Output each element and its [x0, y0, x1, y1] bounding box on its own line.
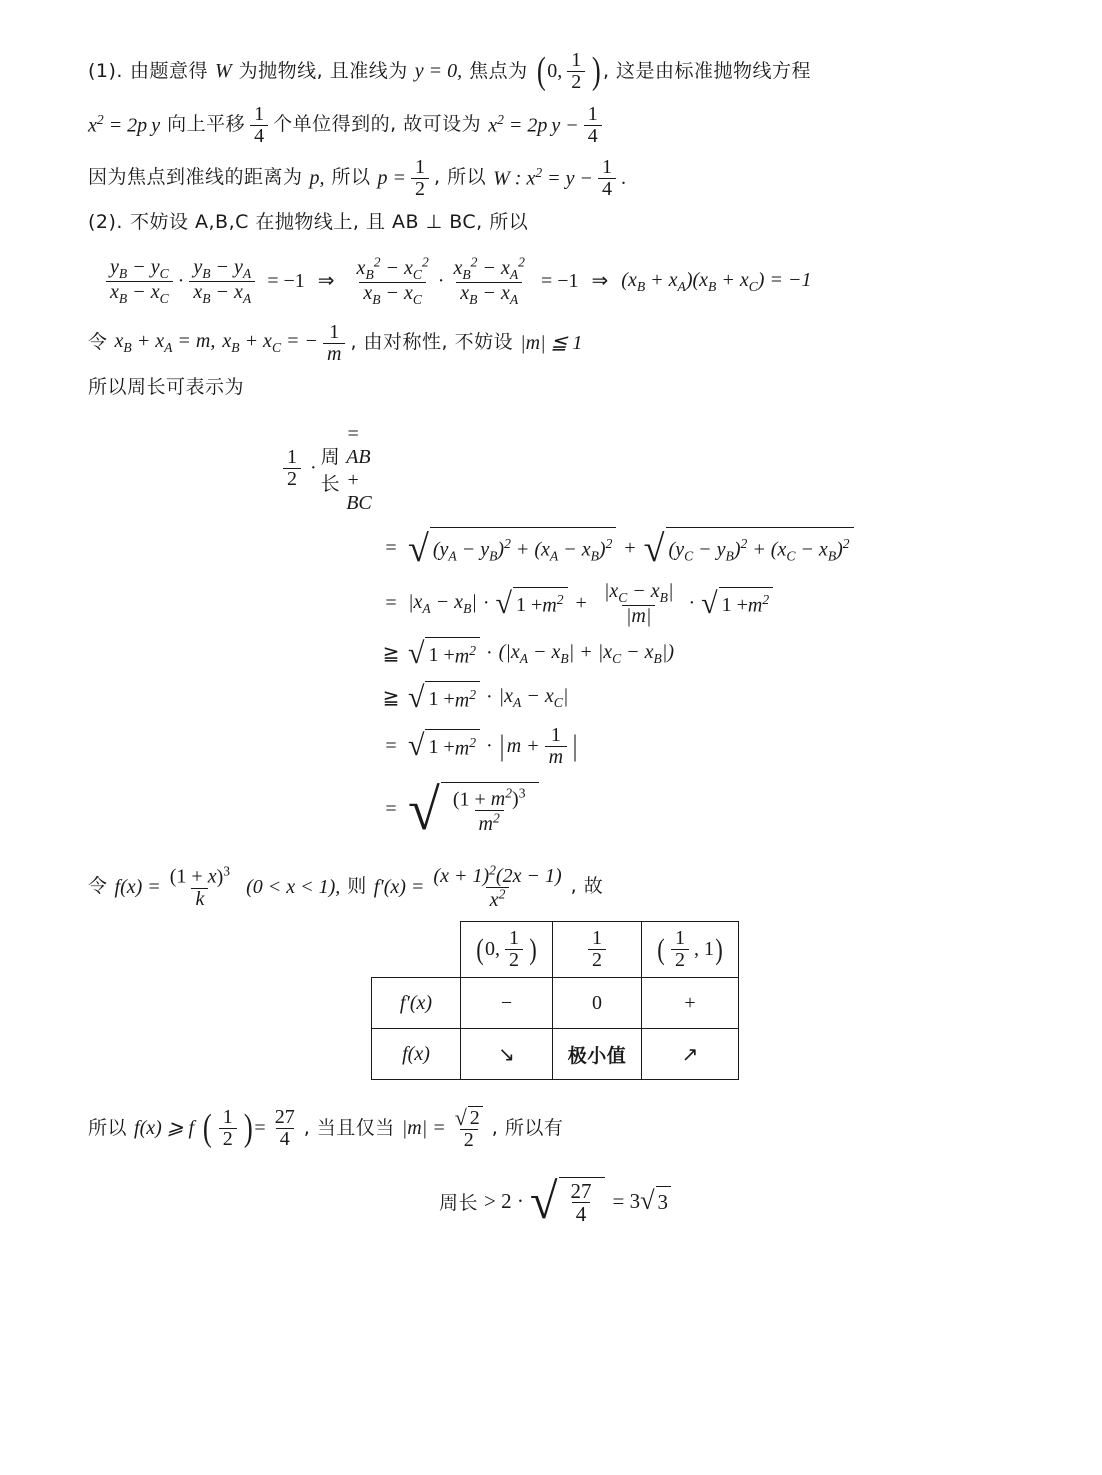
frac-cube-over-m2: $\frac{(1 + m^2)^3}{m^2}$	[452, 785, 526, 836]
w-period: .	[621, 166, 626, 189]
f-prime-value-3: +	[642, 978, 739, 1029]
perimeter-intro: 所以周长可表示为	[88, 375, 245, 398]
part1-line1	[88, 50, 1022, 94]
table-corner-cell	[372, 922, 461, 978]
sqrt-27-4: √ $\frac{27}{4}$	[530, 1177, 605, 1225]
point-cell: $\frac{1}{2}$	[553, 922, 642, 978]
sqrt-1-plus-m2-a: √ 1 + $m^2$	[496, 587, 568, 621]
table-row	[372, 922, 739, 978]
therefore-text: , 故	[570, 875, 604, 898]
f-prime-value-2: 0	[553, 978, 642, 1029]
standard-parabola-eq: $x^2 = 2p$ y	[88, 112, 161, 138]
product-result: $(x_B + x_A)(x_B + x_C) = -1$	[621, 268, 812, 294]
frac-yb-ya: $\frac{y_B - y_A}{x_B - x_A}$	[189, 257, 255, 307]
sqrt2-over-2: √ 2 2	[451, 1106, 487, 1151]
perimeter-derivation	[278, 422, 1022, 842]
part2-text: 不妨设 A,B,C 在抛物线上, 且 AB ⊥ BC, 所以	[129, 210, 529, 233]
derivation-row-1: = √ $(y_A - y_B)^2 + (x_A - x_B)^2$ + √ $(y_C - y_B)^2 + (x_C - x_B)^2$	[278, 527, 1022, 571]
dot-2: ·	[437, 270, 445, 293]
conclusion-line	[88, 1106, 1022, 1151]
sqrt-final-expression: √ $\frac{(1 + m^2)^3}{m^2}$	[408, 782, 539, 837]
distance-text-a: 因为焦点到准线的距离为	[88, 166, 303, 189]
sqrt-3: √ 3	[640, 1186, 671, 1216]
part1-text-b: 为抛物线, 且准线为	[238, 59, 408, 82]
frac-abs-over-absm: $\frac{|x_C - x_B|}{|m|}$	[603, 579, 674, 627]
w-fraction: $\frac{1}{4}$	[598, 157, 616, 200]
focus-y-fraction: $\frac{1}{2}$	[567, 50, 585, 93]
let-text-2: 令	[88, 875, 108, 898]
sqrt-1-plus-m2-d: √ 1 + $m^2$	[408, 681, 480, 715]
focus-paren-open: (	[536, 50, 546, 92]
abs-m-equals: |m| =	[401, 1117, 446, 1140]
half-fraction: $\frac{1}{2}$	[283, 447, 301, 490]
equals-neg-one-1: = −1	[267, 270, 305, 293]
f-value-1: ↘	[461, 1029, 553, 1080]
one-over-m: $\frac{1}{m}$	[323, 322, 345, 365]
conclusion-text-a: 所以	[88, 1116, 128, 1139]
function-definition-line	[88, 863, 1022, 911]
derivation-row-3: ≧ √ 1 + $m^2$ · $(|x_A - x_B| + |x_C - x_B|)$	[382, 636, 675, 670]
frac-xb2-xc2: $\frac{x_B^2 - x_C^2}{x_B - x_C}$	[356, 254, 429, 308]
part1-text-a: 由题意得	[129, 59, 208, 82]
domain-text: (0 < x < 1),	[246, 875, 341, 898]
symmetry-text: , 由对称性, 不妨设	[350, 331, 514, 354]
f-prime-of-x: f′(x) =	[373, 875, 425, 898]
focus-paren-close: )	[592, 50, 602, 92]
abs-xa-xb: $|x_A - x_B|$	[408, 590, 477, 616]
equals-neg-one-2: = −1	[540, 270, 579, 293]
so-text: , 所以有	[491, 1116, 564, 1139]
dot-1: ·	[177, 270, 185, 293]
table-row	[372, 1029, 739, 1080]
derivation-row-6: = √ $\frac{(1 + m^2)^3}{m^2}$	[278, 782, 1022, 837]
part1-label: (1).	[88, 59, 123, 82]
focus-x: 0,	[547, 60, 563, 83]
distance-text-b: 所以	[331, 166, 371, 189]
implies-2: ⇒	[591, 270, 609, 293]
table-row	[372, 978, 739, 1029]
p-equals: p =	[377, 166, 407, 189]
f-ge-f: f(x) ⩾ f	[134, 1117, 195, 1140]
slope-chain	[88, 256, 1022, 308]
part1-text-d: , 这是由标准抛物线方程	[602, 59, 812, 82]
w-equation: W : $x^2 = y$ −	[493, 165, 593, 191]
sqrt-1-plus-m2-e: √ 1 + $m^2$	[408, 729, 480, 763]
arg-paren-close: )	[243, 1106, 253, 1149]
f-value-2: 极小值	[553, 1029, 642, 1080]
sqrt-1-plus-m2-b: √ 1 + $m^2$	[701, 587, 773, 621]
derivation-row-2: = $|x_A - x_B|$ · √ 1 + $m^2$ + $\frac{|x_C - x_B|}{|m|}$ · √ 1 + $m^2$	[278, 581, 1022, 627]
arg-half-fraction: $\frac{1}{2}$	[219, 1107, 237, 1150]
part1-text-c: 焦点为	[469, 59, 528, 82]
sqrt-1-plus-m2-c: √ 1 + $m^2$	[408, 637, 480, 671]
part2-label: (2).	[88, 210, 123, 233]
p-value-fraction: $\frac{1}{2}$	[411, 157, 429, 200]
shift-text-b: 个单位得到的, 故可设为	[273, 113, 482, 136]
m-definition: $x_B + x_A = m$,	[114, 330, 216, 356]
shift-text-a: 向上平移	[167, 113, 246, 136]
let-text: 令	[88, 331, 108, 354]
sqrt-bc: √ $(y_C - y_B)^2 + (x_C - x_B)^2$	[644, 527, 854, 571]
arg-paren-open: (	[202, 1106, 212, 1149]
value-27-4: $\frac{27}{4}$	[274, 1106, 295, 1151]
derivation-row-4: ≧ √ 1 + $m^2$ · $|x_A - x_C|$	[382, 680, 569, 714]
p-symbol: p,	[309, 166, 325, 189]
f-value-3: ↗	[642, 1029, 739, 1080]
substitution-line	[88, 322, 1022, 365]
one-over-m-2: $\frac{1}{m}$	[545, 725, 567, 768]
abs-bar-open: |	[499, 729, 504, 763]
derivation-row-5: = √ 1 + $m^2$ · | m + $\frac{1}{m}$ |	[385, 723, 578, 768]
shift-fraction: $\frac{1}{4}$	[250, 104, 268, 147]
part1-line2	[88, 104, 1022, 147]
perimeter-word-final: 周长	[438, 1191, 478, 1214]
part1-line3	[88, 157, 1022, 200]
m-bound: |m| ≦ 1	[520, 331, 583, 354]
equals-sign: =	[254, 1117, 266, 1140]
ab-bc-sum: = AB + BC	[346, 422, 372, 514]
xb-xc-definition: $x_B + x_C$ = −	[222, 330, 319, 356]
abs-xa-xc: $|x_A - x_C|$	[498, 684, 569, 710]
symbol-w: W	[214, 60, 232, 83]
interval-cell-1: ( 0, $\frac{1}{2}$ )	[461, 922, 553, 978]
f-prime-value-1: −	[461, 978, 553, 1029]
interval-cell-2: ( $\frac{1}{2}$ , 1 )	[642, 922, 739, 978]
iff-text: , 当且仅当	[303, 1116, 395, 1139]
sum-of-abs: $(|x_A - x_B| + |x_C - x_B|)$	[498, 640, 675, 666]
perimeter-word: 周长	[320, 445, 341, 495]
frac-yb-yc: $\frac{y_B - y_C}{x_B - x_C}$	[106, 257, 173, 307]
then-text: 则	[347, 875, 367, 898]
implies-1: ⇒	[317, 270, 335, 293]
distance-text-c: , 所以	[434, 166, 487, 189]
part2-line1	[88, 212, 1022, 234]
f-definition-fraction: $\frac{(1 + x)^3}{k}$	[169, 863, 231, 910]
directrix-equation: y = 0,	[414, 60, 463, 83]
final-result: 周长 > 2 · √ $\frac{27}{4}$ = 3 √ 3	[88, 1177, 1022, 1225]
sqrt-ab: √ $(y_A - y_B)^2 + (x_A - x_B)^2$	[408, 527, 616, 571]
row-label-f-prime: f′(x)	[372, 978, 461, 1029]
shifted-parabola-eq: $x^2 = 2p$ y −	[488, 112, 579, 138]
frac-xb2-xa2: $\frac{x_B^2 - x_A^2}{x_B - x_A}$	[453, 254, 525, 308]
f-of-x: f(x) =	[114, 875, 161, 898]
row-label-f: f(x)	[372, 1029, 461, 1080]
shifted-fraction: $\frac{1}{4}$	[584, 104, 602, 147]
f-prime-fraction: $\frac{(x + 1)^2(2x - 1)}{x^2}$	[433, 861, 562, 912]
variation-table	[371, 921, 739, 1080]
derivation-row-head: $\frac{1}{2}$ · 周长 = AB + BC	[278, 423, 1022, 515]
abs-bar-close: |	[572, 729, 578, 763]
